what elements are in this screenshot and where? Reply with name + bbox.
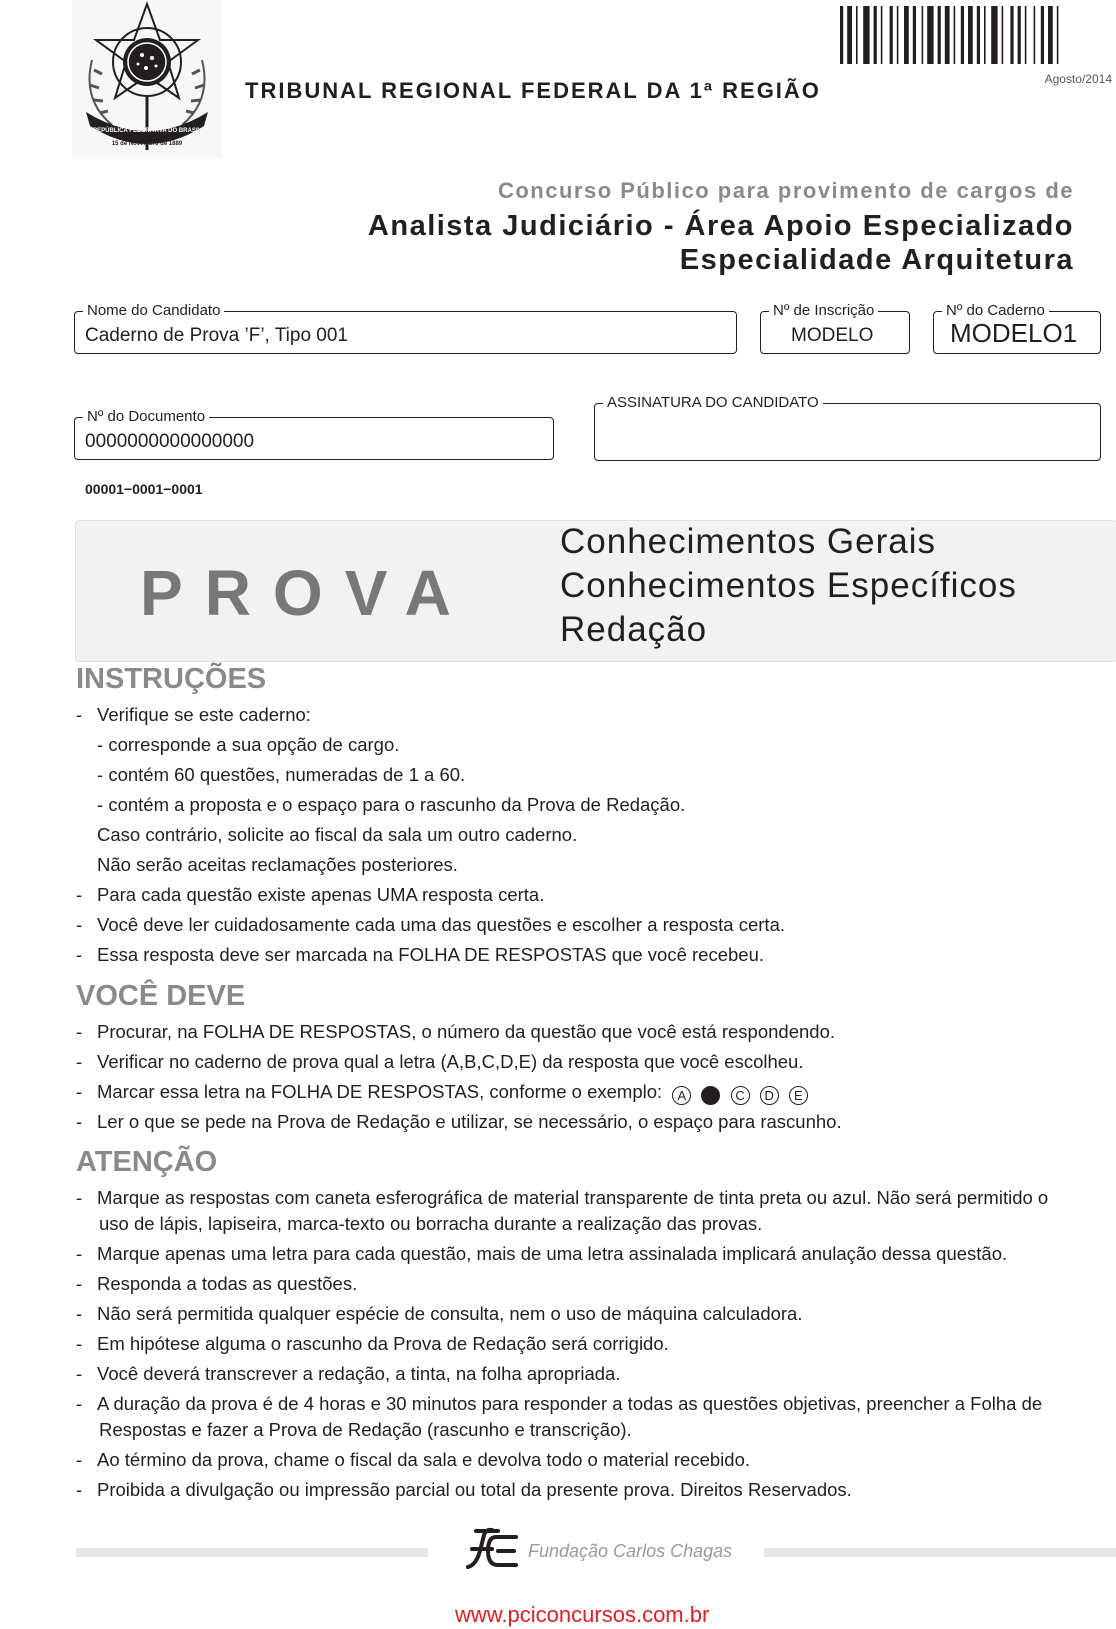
candidate-name-field[interactable]: [74, 302, 737, 354]
prova-subjects: [560, 520, 1017, 652]
barcode-bar: [1057, 6, 1059, 64]
exam-subtitle: Concurso Público para provimento de cargos de: [497, 178, 1074, 203]
booklet-number-field[interactable]: [933, 302, 1101, 354]
answer-bubble-d: D: [760, 1086, 779, 1105]
you-must-line-example: [97, 1081, 808, 1105]
instruction-subline-text: corresponde a sua opção de cargo.: [108, 734, 400, 755]
bullet-dash: -: [76, 1111, 83, 1132]
candidate-name-label: Nome do Candidato: [83, 302, 224, 319]
bullet-dash: -: [76, 1449, 83, 1470]
you-must-line: Procurar, na FOLHA DE RESPOSTAS, o número da questão que você está respondendo.: [97, 1021, 836, 1042]
barcode-bar: [938, 6, 941, 64]
barcode-bar: [904, 6, 909, 64]
prova-word: PROVA: [140, 557, 473, 629]
footer-divider-left: [76, 1548, 428, 1557]
barcode-bar: [984, 6, 986, 64]
attention-line: A duração da prova é de 4 horas e 30 minutos para responder a todas as questões objetivas, preencher a Folha de: [97, 1393, 1043, 1414]
instruction-line: Essa resposta deve ser marcada na FOLHA DE RESPOSTAS que você recebeu.: [97, 944, 765, 965]
subject-essay: Redação: [560, 610, 708, 649]
you-must-line-text: Marcar essa letra na FOLHA DE RESPOSTAS, conforme o exemplo:: [97, 1081, 663, 1102]
barcode-bar: [954, 6, 956, 64]
registration-number-value: MODELO: [791, 325, 874, 346]
barcode-bar: [847, 6, 852, 64]
bullet-dash: -: [76, 1303, 83, 1324]
attention-line: Marque apenas uma letra para cada questão, mais de uma letra assinalada implicará anulação dessa questão.: [97, 1243, 1008, 1264]
attention-line: Em hipótese alguma o rascunho da Prova de Redação será corrigido.: [97, 1333, 669, 1354]
attention-line-continuation: Respostas e fazer a Prova de Redação (rascunho e transcrição).: [99, 1419, 632, 1440]
candidate-name-value: Caderno de Prova ’F’, Tipo 001: [85, 325, 348, 346]
subject-specific-knowledge: Conhecimentos Específicos: [560, 566, 1017, 605]
fcc-logo-icon: [462, 1527, 520, 1573]
bullet-dash: -: [76, 1479, 83, 1500]
instruction-subline: - contém 60 questões, numeradas de 1 a 60.: [97, 764, 466, 785]
cargo-title-line1: Analista Judiciário - Área Apoio Especializado: [367, 210, 1074, 242]
barcode-bar: [927, 6, 933, 64]
barcode-bar: [1048, 6, 1053, 64]
barcode-bar: [1041, 6, 1044, 64]
barcode-bar: [856, 6, 858, 64]
svg-text:REPÚBLICA FEDERATIVA DO BRASIL: REPÚBLICA FEDERATIVA DO BRASIL: [92, 128, 202, 134]
candidate-signature-field[interactable]: [594, 394, 1101, 461]
candidate-signature-label: ASSINATURA DO CANDIDATO: [603, 394, 823, 411]
barcode-bar: [890, 6, 893, 64]
bullet-dash: -: [76, 1021, 83, 1042]
bullet-dash: -: [76, 1243, 83, 1264]
answer-bubble-a: A: [672, 1086, 691, 1105]
attention-heading: ATENÇÃO: [76, 1146, 218, 1178]
instruction-subline-text: contém 60 questões, numeradas de 1 a 60.: [108, 764, 466, 785]
brasil-coat-of-arms-emblem: [72, 0, 222, 158]
website-link[interactable]: www.pciconcursos.com.br: [455, 1602, 710, 1627]
bullet-dash: -: [76, 884, 83, 905]
barcode-bar: [897, 6, 899, 64]
instruction-line: Verifique se este caderno:: [97, 704, 311, 725]
instruction-line: Caso contrário, solicite ao fiscal da sala um outro caderno.: [97, 824, 578, 845]
answer-bubble-b-filled: B: [701, 1086, 720, 1105]
barcode-bar: [881, 6, 883, 64]
barcode-bar: [840, 6, 843, 64]
document-number-label: Nº do Documento: [83, 408, 209, 425]
attention-line-continuation: uso de lápis, lapiseira, marca-texto ou borracha durante a realização das provas.: [99, 1213, 763, 1234]
barcode: [840, 6, 1112, 64]
barcode-bar: [913, 6, 916, 64]
attention-line: Você deverá transcrever a redação, a tinta, na folha apropriada.: [97, 1363, 621, 1384]
answer-bubble-c: C: [731, 1086, 750, 1105]
attention-line: Ao término da prova, chame o fiscal da sala e devolva todo o material recebido.: [97, 1449, 751, 1470]
svg-text:15 de Novembro de 1889: 15 de Novembro de 1889: [111, 141, 183, 147]
barcode-bar: [968, 6, 973, 64]
subject-general-knowledge: Conhecimentos Gerais: [560, 522, 936, 561]
barcode-bar: [961, 6, 964, 64]
barcode-bar: [922, 6, 924, 64]
instruction-line: Você deve ler cuidadosamente cada uma das questões e escolher a resposta certa.: [97, 914, 786, 935]
org-title: TRIBUNAL REGIONAL FEDERAL DA 1ª REGIÃO: [245, 78, 821, 103]
bullet-dash: -: [76, 1393, 83, 1414]
bullet-dash: -: [76, 1273, 83, 1294]
booklet-number-value: MODELO1: [950, 318, 1078, 348]
instruction-line: Para cada questão existe apenas UMA resposta certa.: [97, 884, 545, 905]
registration-number-label: Nº de Inscrição: [769, 302, 878, 319]
instruction-subline: - contém a proposta e o espaço para o rascunho da Prova de Redação.: [97, 794, 686, 815]
attention-line: Não será permitida qualquer espécie de consulta, nem o uso de máquina calculadora.: [97, 1303, 803, 1324]
footer-divider-right: [764, 1548, 1116, 1557]
barcode-bar: [1018, 6, 1021, 64]
barcode-bar: [945, 6, 950, 64]
instructions-heading: INSTRUÇÕES: [76, 663, 267, 695]
bullet-dash: -: [76, 944, 83, 965]
barcode-bar: [1002, 6, 1004, 64]
barcode-bar: [874, 6, 877, 64]
bullet-dash: -: [76, 1081, 83, 1102]
barcode-bar: [1025, 6, 1027, 64]
barcode-bar: [863, 6, 869, 64]
document-number-value: 0000000000000000: [85, 431, 255, 452]
barcode-bar: [1010, 6, 1013, 64]
booklet-code: 00001−0001−0001: [85, 481, 203, 497]
barcode-bar: [977, 6, 980, 64]
registration-number-field[interactable]: [760, 302, 910, 354]
instruction-line: Não serão aceitas reclamações posteriores.: [97, 854, 458, 875]
instruction-subline-text: contém a proposta e o espaço para o rascunho da Prova de Redação.: [108, 794, 686, 815]
bullet-dash: -: [76, 1333, 83, 1354]
booklet-number-label: Nº do Caderno: [942, 302, 1049, 319]
bullet-dash: -: [76, 704, 83, 725]
attention-line: Marque as respostas com caneta esferográfica de material transparente de tinta preta ou azul. Não será permitido o: [97, 1187, 1049, 1208]
document-number-field[interactable]: [74, 408, 554, 460]
barcode-bar: [1034, 6, 1036, 64]
attention-line: Proibida a divulgação ou impressão parcial ou total da presente prova. Direitos Reservados.: [97, 1479, 852, 1500]
bullet-dash: -: [76, 1051, 83, 1072]
attention-line: Responda a todas as questões.: [97, 1273, 358, 1294]
you-must-line: Verificar no caderno de prova qual a letra (A,B,C,D,E) da resposta que você escolheu.: [97, 1051, 804, 1072]
instruction-subline: - corresponde a sua opção de cargo.: [97, 734, 400, 755]
you-must-heading: VOCÊ DEVE: [76, 980, 246, 1012]
barcode-bar: [991, 6, 997, 64]
bullet-dash: -: [76, 1187, 83, 1208]
bullet-dash: -: [76, 914, 83, 935]
answer-bubble-e: E: [789, 1086, 808, 1105]
bullet-dash: -: [76, 1363, 83, 1384]
you-must-line: Ler o que se pede na Prova de Redação e utilizar, se necessário, o espaço para rascunho.: [97, 1111, 842, 1132]
exam-date: Agosto/2014: [1044, 72, 1112, 86]
cargo-title-line2: Especialidade Arquitetura: [679, 244, 1074, 276]
fcc-name: Fundação Carlos Chagas: [528, 1541, 733, 1561]
